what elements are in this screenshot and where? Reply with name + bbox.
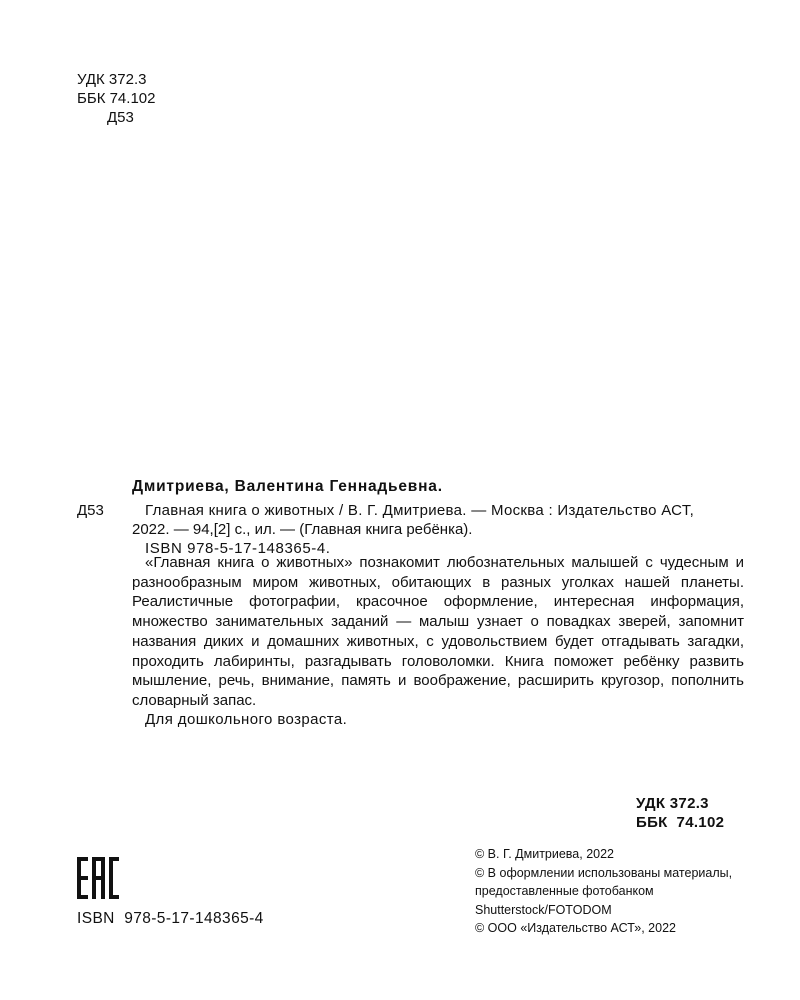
udk-code-bottom: УДК 372.3: [636, 795, 709, 812]
entry-isbn-line: ISBN 978-5-17-148365-4.: [145, 540, 331, 557]
entry-title-line: Главная книга о животных / В. Г. Дмитриева. — Москва : Издательство АСТ,: [145, 502, 695, 519]
eac-logo-icon: [77, 857, 119, 899]
isbn: ISBN 978-5-17-148365-4: [77, 910, 264, 927]
copyright-line: © ООО «Издательство АСТ», 2022: [475, 921, 676, 935]
bbk-code-bottom: ББК 74.102: [636, 814, 725, 831]
entry-side-mark: Д53: [77, 502, 104, 519]
copyright-line: Shutterstock/FOTODOM: [475, 902, 612, 917]
audience-note: Для дошкольного возраста.: [145, 711, 348, 728]
copyright-line: предоставленные фотобанком: [475, 884, 654, 898]
bbk-code: ББК 74.102: [77, 90, 156, 107]
annotation: [132, 553, 744, 711]
udk-code: УДК 372.3: [77, 71, 147, 88]
copyright-line: © В. Г. Дмитриева, 2022: [475, 847, 615, 861]
copyright-line: © В оформлении использованы материалы,: [475, 865, 733, 880]
entry-author: Дмитриева, Валентина Геннадьевна.: [132, 478, 443, 495]
author-mark: Д53: [107, 109, 134, 126]
bottom-classification-codes: [636, 794, 724, 832]
entry-publication-line: 2022. — 94,[2] с., ил. — (Главная книга ребёнка).: [132, 521, 473, 538]
copyright-block: [475, 845, 732, 938]
top-classification-codes: [77, 70, 155, 127]
annotation-text: «Главная книга о животных» познакомит любознательных малышей с чудесным и разнообразным миром животных, обитающих в разных уголках нашей планеты. Реалистичные фотографии, красочное оформление, интересная информация, множество занимательных заданий — малыш узнает о повадках зверей, запомнит названия диких и домашних животных, с удовольствием будет отгадывать загадки, проходить лабиринты, разгадывать головоломки. Книга поможет ребёнку развить мышление, речь, внимание, память и воображение, расширить кругозор, пополнить словарный запас.: [132, 554, 744, 709]
